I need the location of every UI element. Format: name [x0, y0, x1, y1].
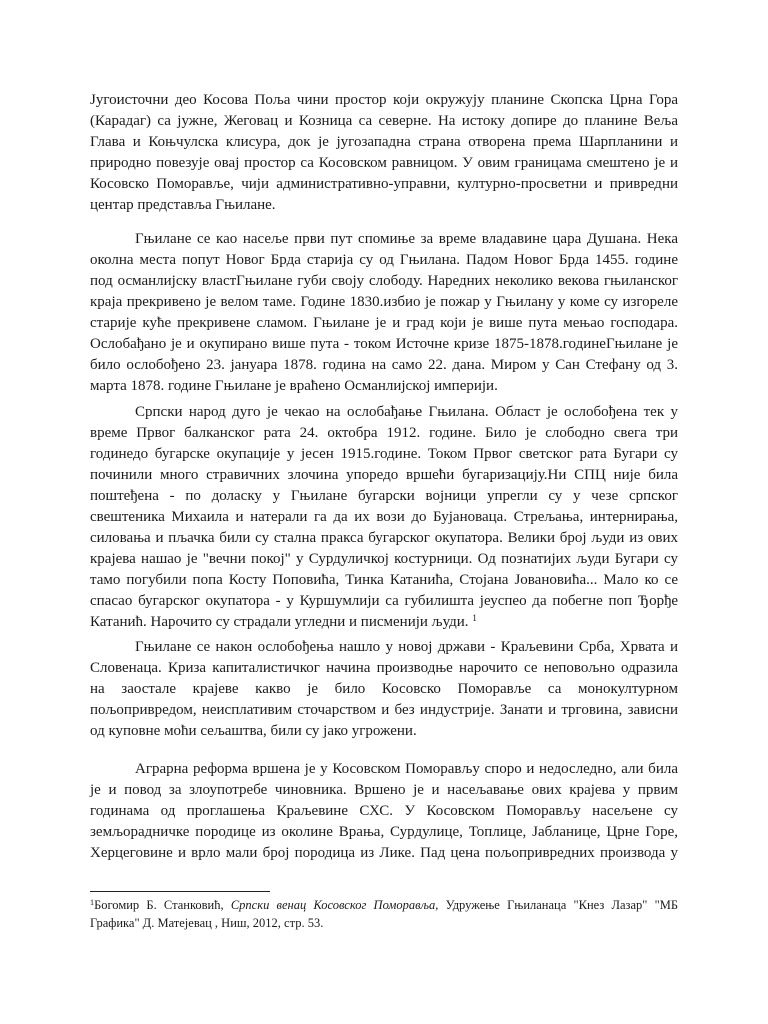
footnote-line-2	[90, 914, 678, 932]
footnote-publisher: Удружење Гњиланаца "Кнез Лазар" "МБ	[438, 898, 678, 912]
line-text: земљорадничке породице из околине Врања, Сурдулице, Топлице, Јабланице, Црне Горе,	[90, 824, 678, 840]
line-text: Југоисточни део Косова Поља чини простор који окружују планине Скопска Црна Гора	[90, 92, 678, 108]
line-text: од куповне моћи сељаштва, били су јако угрожени.	[90, 723, 417, 739]
paragraph-line	[90, 721, 678, 742]
paragraph-line	[90, 174, 678, 195]
paragraph-3	[90, 402, 678, 633]
paragraph-line	[90, 658, 678, 679]
line-text: тамо погубили попа Косту Поповића, Тинка Катанића, Стојана Јовановића... Мало ко се	[90, 572, 678, 588]
line-text: под османлијску властГњилане губи своју слободу. Наредних неколико векова гњиланског	[90, 273, 678, 289]
line-text: је и повод за злоупотребе чиновника. Вршено је и насељавање ових крајева у првим	[90, 782, 678, 798]
line-text: Словенаца. Криза капиталистичког начина производње нарочито се неповољно одразила	[90, 660, 678, 676]
paragraph-5	[90, 759, 678, 864]
paragraph-line	[90, 465, 678, 486]
line-text: старије куће прекривене сламом. Гњилане је и град који је више пута мењао господара.	[90, 315, 678, 331]
paragraph-line	[90, 402, 678, 423]
paragraph-line	[90, 90, 678, 111]
paragraph-line	[90, 549, 678, 570]
paragraph-line	[90, 637, 678, 658]
line-text: Ослобађано је и окупирано више пута - током Источне кризе 1875-1878.годинеГњилане је	[90, 336, 678, 352]
paragraph-line	[90, 444, 678, 465]
footnote-author: Богомир Б. Станковић,	[94, 898, 231, 912]
line-text: марта 1878. године Гњилане је враћено Османлијској империји.	[90, 378, 498, 394]
line-text: годинама од проглашења Краљевине СХС. У Косовском Поморављу насељене су	[90, 803, 678, 819]
paragraph-line	[90, 612, 678, 633]
line-text: свештеника Михаила и натерали га да их вози до Бујановаца. Стрељања, интернирања,	[90, 509, 678, 525]
paragraph-line	[90, 229, 678, 250]
paragraph-line	[90, 111, 678, 132]
paragraph-line	[90, 376, 678, 397]
paragraph-line	[90, 679, 678, 700]
footnote	[90, 896, 678, 932]
paragraph-line	[90, 313, 678, 334]
line-text: пољопривредом, неисплативим сточарством и без индустрије. Занати и трговина, зависни	[90, 702, 678, 718]
paragraph-line	[90, 334, 678, 355]
line-text: Херцеговине и врло мали број породица из Лике. Пад цена пољопривредних производа у	[90, 845, 678, 861]
paragraph-line	[90, 570, 678, 591]
paragraph-line	[90, 355, 678, 376]
paragraph-line	[90, 423, 678, 444]
line-text: Аграрна реформа вршена је у Косовском Поморављу споро и недоследно, али била	[135, 761, 678, 777]
paragraph-line	[90, 250, 678, 271]
footnote-book-title: Српски венац Косовског Поморавља,	[230, 898, 439, 912]
footnote-publisher-cont: Графика" Д. Матејевац , Ниш, 2012, стр. 53.	[90, 916, 324, 930]
paragraph-line	[90, 528, 678, 549]
line-text: спасао бугарског окупатора - у Куршумлији са губилишта јеуспео да побегне поп Ђорђе	[90, 593, 678, 609]
paragraph-line	[90, 759, 678, 780]
line-text: крајева нашао је "вечни покој" у Сурдуличкој костурници. Од познатијих људи Бугари су	[90, 551, 678, 567]
paragraph-line	[90, 486, 678, 507]
line-text: центар представља Гњилане.	[90, 197, 276, 213]
line-text: годинедо бугарске окупације у јесен 1915.године. Током Првог светског рата Бугари су	[90, 446, 678, 462]
line-text: починили много стравичних злочина упоредо вршећи бугаризацију.Ни СПЦ није била	[90, 467, 678, 483]
line-text: природно повезује овај простор са Косовском равницом. У овим границама смештено је и	[90, 155, 678, 171]
line-text: силовања и пљачка били су стална пракса бугарског окупатора. Велики број људи из ових	[90, 530, 678, 546]
line-text: околна места попут Новог Брда старија су од Гњилана. Падом Новог Брда 1455. године	[90, 252, 678, 268]
line-text: Косовско Поморавље, чији административно-управни, културно-просветни и привредни	[90, 176, 678, 192]
line-text: Гњилане се као насеље први пут спомиње за време владавине цара Душана. Нека	[135, 231, 678, 247]
paragraph-line	[90, 271, 678, 292]
paragraph-line	[90, 780, 678, 801]
paragraph-4	[90, 637, 678, 742]
line-text: Гњилане се након ослобођења нашло у новој држави - Краљевини Срба, Хрвата и	[135, 639, 678, 655]
footnote-marker: 1	[90, 897, 95, 907]
paragraph-2	[90, 229, 678, 397]
line-text: време Првог балканског рата 24. октобра 1912. године. Било је слободно свега три	[90, 425, 678, 441]
footnote-line-1	[90, 896, 678, 914]
line-text: поштеђена - по доласку у Гњилане бугарски војници упрегли су у чезе српског	[90, 488, 678, 504]
line-text: Глава и Коњчулска клисура, док је југозападна страна отворена према Шарпланини и	[90, 134, 678, 150]
paragraph-1	[90, 90, 678, 216]
line-text: (Карадаг) са јужне, Жеговац и Козница са северне. На истоку допире до планине Веља	[90, 113, 678, 129]
line-text: на заостале крајеве какво је било Косовско Поморавље са монокултурном	[90, 681, 678, 697]
line-text: Катанић. Нарочито су страдали угледни и писменији људи.	[90, 614, 473, 630]
paragraph-line	[90, 132, 678, 153]
paragraph-line	[90, 591, 678, 612]
paragraph-line	[90, 153, 678, 174]
line-text: било ослобођено 23. јануара 1878. година на само 22. дана. Миром у Сан Стефану од 3.	[90, 357, 678, 373]
footnote-reference: 1	[472, 613, 477, 624]
paragraph-line	[90, 822, 678, 843]
paragraph-line	[90, 700, 678, 721]
line-text: Српски народ дуго је чекао на ослобађање Гњилана. Област је ослобођена тек у	[135, 404, 678, 420]
footnote-separator	[90, 891, 270, 892]
paragraph-line	[90, 292, 678, 313]
paragraph-line	[90, 801, 678, 822]
paragraph-line	[90, 507, 678, 528]
paragraph-line	[90, 843, 678, 864]
paragraph-line	[90, 195, 678, 216]
line-text: краја прекривено је велом таме. Године 1830.избио је пожар у Гњилану у коме су изгореле	[90, 294, 678, 310]
